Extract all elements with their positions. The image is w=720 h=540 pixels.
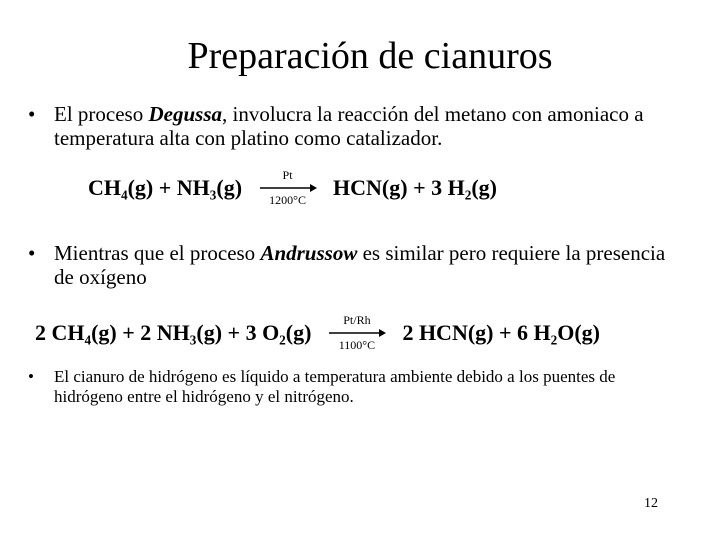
bullet-hcn-liquid	[28, 367, 684, 407]
bullet-dot: •	[28, 367, 34, 386]
eq1-catalyst: Pt	[282, 168, 293, 182]
bullet-text: El cianuro de hidrógeno es líquido a temperatura ambiente debido a los puentes de hidrógeno entre el hidrógeno y el nitrógeno.	[54, 367, 616, 406]
bullet-degussa	[28, 102, 684, 150]
process-name-degussa: Degussa	[148, 102, 222, 126]
eq2-products: 2 HCN(g) + 6 H₂O(g)	[402, 320, 600, 345]
bullet-dot: •	[28, 102, 36, 126]
slide-title: Preparación de cianuros	[187, 35, 553, 77]
equation-degussa	[88, 168, 497, 208]
eq2-reactants: 2 CH₄(g) + 2 NH₃(g) + 3 O₂(g)	[35, 320, 312, 345]
bullet-text-pre: El proceso	[54, 102, 149, 126]
bullet-andrussow	[28, 241, 684, 289]
bullet-text-pre: Mientras que el proceso	[54, 241, 261, 265]
eq1-conditions: 1200°C	[269, 193, 306, 207]
bullet-text	[34, 102, 684, 150]
equation-andrussow	[35, 313, 600, 353]
bullet-text-post: , involucra la reacción del metano con amoniaco a temperatura alta con platino como catalizador.	[54, 102, 644, 150]
bullet-text-post: es similar pero requiere la presencia de oxígeno	[54, 241, 666, 289]
eq2-conditions: 1100°C	[338, 338, 376, 352]
eq1-reaction-arrow	[258, 168, 318, 208]
page-number: 12	[644, 496, 658, 511]
bullet-dot: •	[28, 241, 36, 265]
bullet-text	[34, 241, 684, 289]
eq1-products: HCN(g) + 3 H₂(g)	[333, 175, 497, 200]
eq1-reactants: CH₄(g) + NH₃(g)	[88, 175, 243, 200]
eq2-reaction-arrow	[327, 313, 387, 353]
eq2-catalyst: Pt/Rh	[343, 313, 371, 327]
process-name-andrussow: Andrussow	[260, 241, 358, 265]
